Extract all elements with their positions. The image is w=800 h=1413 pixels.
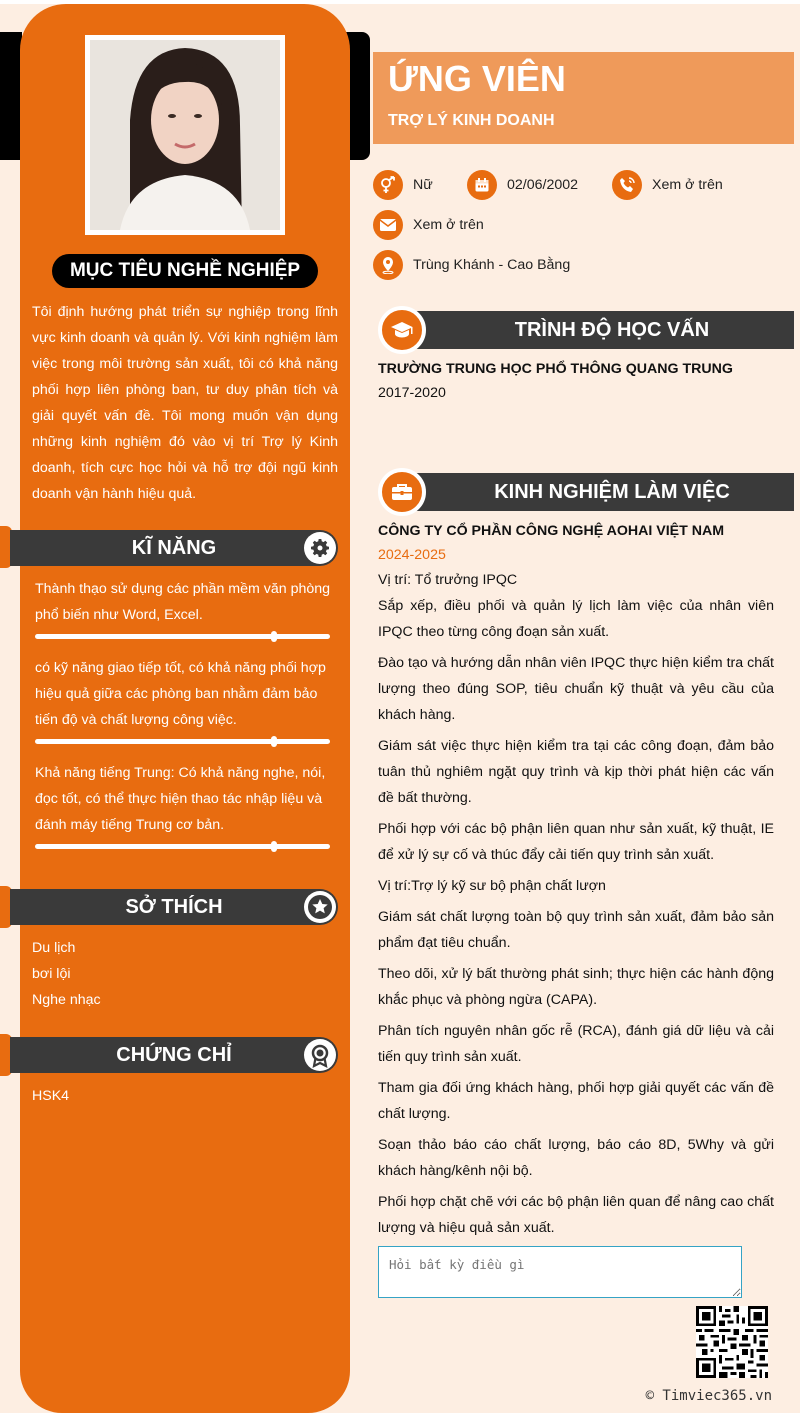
star-icon xyxy=(304,891,336,923)
duty-item: Theo dõi, xử lý bất thường phát sinh; thực hiện các hành động khắc phục và phòng ngừa (CAPA). xyxy=(378,966,774,1008)
hobby-item: bơi lội xyxy=(32,966,71,982)
calendar-icon xyxy=(467,170,497,200)
qr-code xyxy=(696,1306,768,1378)
phone-value: Xem ở trên xyxy=(652,177,723,193)
candidate-name: ỨNG VIÊN xyxy=(388,58,566,99)
email-info xyxy=(373,210,484,240)
duty-item: Soạn thảo báo cáo chất lượng, báo cáo 8D, 5Why và gửi khách hàng/kênh nội bộ. xyxy=(378,1137,774,1179)
location-pin-icon xyxy=(373,250,403,280)
objective-title: MỤC TIÊU NGHỀ NGHIỆP xyxy=(52,254,318,288)
hobby-item: Du lịch xyxy=(32,940,76,956)
certs-header xyxy=(10,1037,338,1073)
award-icon xyxy=(304,1039,336,1071)
duty-item: Phân tích nguyên nhân gốc rễ (RCA), đánh giá dữ liệu và cải tiến quy trình sản xuất. xyxy=(378,1023,774,1065)
skills-header xyxy=(10,530,338,566)
school-years: 2017-2020 xyxy=(378,385,446,401)
skill-bar-knob xyxy=(271,631,277,642)
work-period: 2024-2025 xyxy=(378,547,446,563)
duty-item: Sắp xếp, điều phối và quản lý lịch làm việc của nhân viên IPQC theo từng công đoạn sản xuất. xyxy=(378,598,774,640)
skill-bar-knob xyxy=(271,736,277,747)
dob-value: 02/06/2002 xyxy=(507,177,579,193)
duty-item: Giám sát việc thực hiện kiểm tra tại các công đoạn, đảm bảo tuân thủ nghiêm ngặt quy trình và kịp thời phát hiện các vấn đề bất thường. xyxy=(378,738,774,806)
phone-icon xyxy=(612,170,642,200)
experience-title: KINH NGHIỆM LÀM VIỆC xyxy=(400,473,794,511)
gender-info xyxy=(373,170,433,200)
objective-text: Tôi định hướng phát triển sự nghiệp trong lĩnh vực kinh doanh và quản lý. Với kinh nghiệm làm việc trong môi trường sản xuất, tôi có khả năng phối hợp liên phòng ban, tư duy phân tích và giải quyết vấn đề. Tôi mong muốn vận dụng những kinh nghiệm đó vào vị trí Trợ lý Kinh doanh, tích cực học hỏi và hỗ trợ đội ngũ kinh doanh vận hành hiệu quả. xyxy=(32,304,338,502)
address-value: Trùng Khánh - Cao Bằng xyxy=(413,257,571,273)
avatar-photo xyxy=(85,35,285,235)
skill-item: Khả năng tiếng Trung: Có khả năng nghe, nói, đọc tốt, có thể thực hiện thao tác nhập liệu và đánh máy tiếng Trung cơ bản. xyxy=(35,765,326,833)
decor-block-left xyxy=(0,32,22,160)
gender-value: Nữ xyxy=(413,177,433,193)
skills-title: KĨ NĂNG xyxy=(131,537,217,559)
hobbies-header xyxy=(10,889,338,925)
email-value: Xem ở trên xyxy=(413,217,484,233)
skill-item: Thành thạo sử dụng các phần mềm văn phòng phổ biến như Word, Excel. xyxy=(35,581,331,623)
ask-input[interactable] xyxy=(378,1246,742,1298)
footer-copyright: © Timviec365.vn xyxy=(645,1388,772,1404)
cert-item: HSK4 xyxy=(32,1088,70,1104)
company-name: CÔNG TY CỔ PHẦN CÔNG NGHỆ AOHAI VIỆT NAM xyxy=(378,523,725,539)
graduation-cap-icon xyxy=(378,306,426,354)
gear-icon xyxy=(304,532,336,564)
phone-info xyxy=(612,170,723,200)
certs-title: CHỨNG CHỈ xyxy=(116,1044,232,1066)
duty-item: Giám sát chất lượng toàn bộ quy trình sản xuất, đảm bảo sản phẩm đạt tiêu chuẩn. xyxy=(378,909,774,951)
address-info xyxy=(373,250,570,280)
skill-bar xyxy=(35,634,330,639)
skill-bar-knob xyxy=(271,841,277,852)
gender-icon xyxy=(373,170,403,200)
mail-icon xyxy=(373,210,403,240)
skill-bar xyxy=(35,844,330,849)
education-title: TRÌNH ĐỘ HỌC VẤN xyxy=(400,311,794,349)
skill-item: có kỹ năng giao tiếp tốt, có khả năng phối hợp hiệu quả giữa các phòng ban nhằm đảm bảo tiến độ và chất lượng công việc. xyxy=(35,660,326,728)
position-title: Vị trí: Tổ trưởng IPQC xyxy=(378,572,518,588)
skill-bar xyxy=(35,739,330,744)
experience-header xyxy=(378,473,794,511)
duty-item: Phối hợp chặt chẽ với các bộ phận liên quan để nâng cao chất lượng và hiệu quả sản xuất. xyxy=(378,1194,774,1236)
duty-item: Đào tạo và hướng dẫn nhân viên IPQC thực hiện kiểm tra chất lượng theo đúng SOP, tiêu chuẩn kỹ thuật và yêu cầu của khách hàng. xyxy=(378,655,774,723)
hobbies-title: SỞ THÍCH xyxy=(125,896,223,918)
candidate-role: TRỢ LÝ KINH DOANH xyxy=(388,112,555,129)
name-banner xyxy=(373,52,794,144)
education-header xyxy=(378,311,794,349)
dob-info xyxy=(467,170,578,200)
hobby-item: Nghe nhạc xyxy=(32,992,101,1008)
duty-item: Phối hợp với các bộ phận liên quan như sản xuất, kỹ thuật, IE để xử lý sự cố và thúc đẩy cải tiến quy trình sản xuất. xyxy=(378,821,774,863)
duty-item: Tham gia đối ứng khách hàng, phối hợp giải quyết các vấn đề chất lượng. xyxy=(378,1080,774,1122)
briefcase-icon xyxy=(378,468,426,516)
cv-page xyxy=(0,4,800,1413)
school-name: TRƯỜNG TRUNG HỌC PHỔ THÔNG QUANG TRUNG xyxy=(378,361,733,377)
position-title: Vị trí:Trợ lý kỹ sư bộ phận chất lượn xyxy=(378,878,606,894)
